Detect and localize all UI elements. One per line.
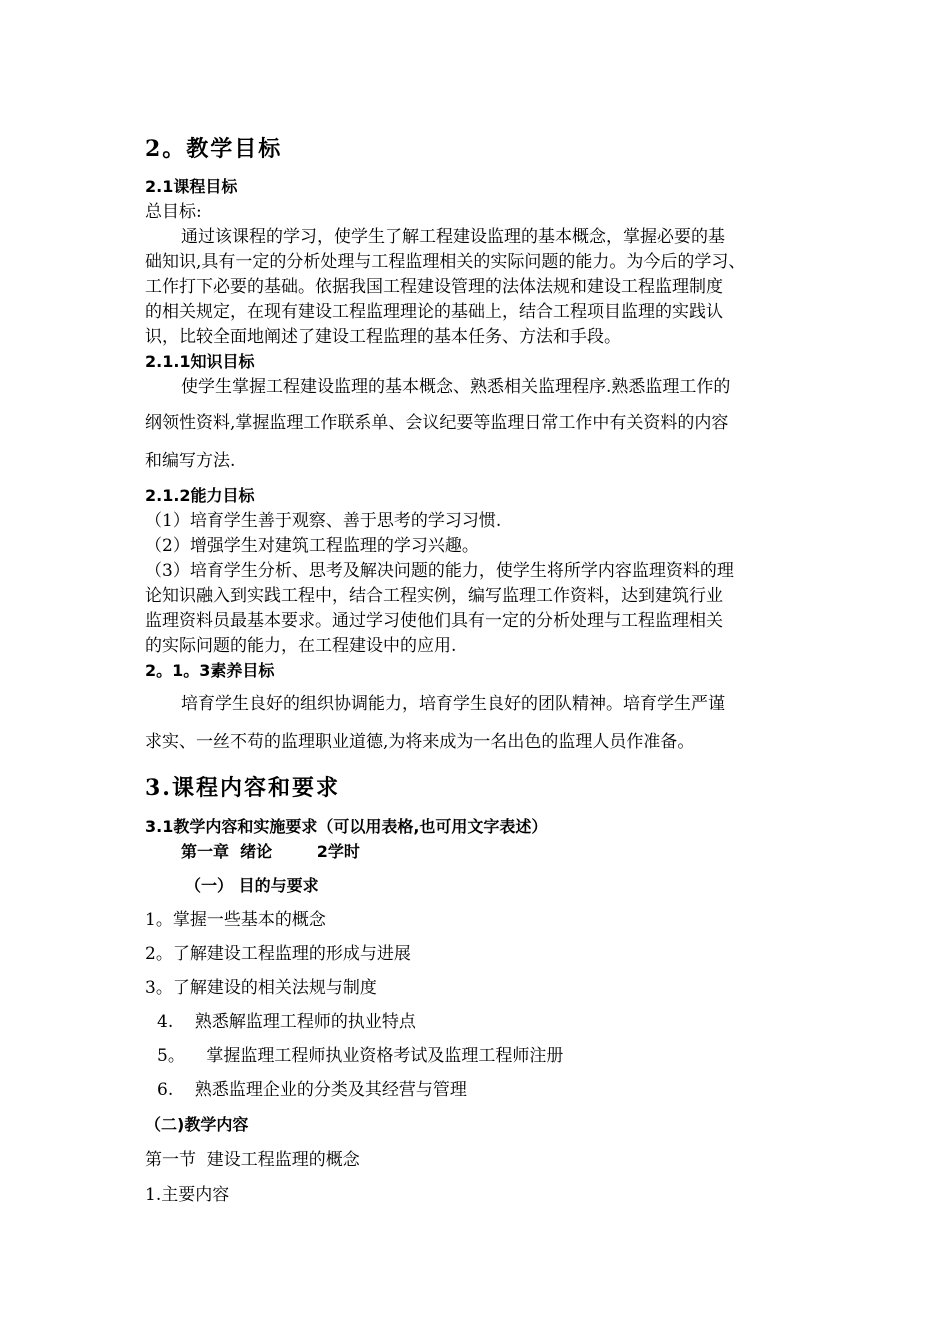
ability-objective-line: （3）培育学生分析、思考及解决问题的能力，使学生将所学内容监理资料的理 — [145, 561, 734, 581]
teaching-content-subheading: （二)教学内容 — [145, 1115, 249, 1134]
purpose-item: 2。了解建设工程监理的形成与进展 — [145, 944, 411, 964]
quality-objective-heading: 2。1。3素养目标 — [145, 661, 275, 680]
total-objective-line: 的相关规定，在现有建设工程监理理论的基础上，结合工程项目监理的实践认 — [145, 302, 723, 322]
purpose-item: 1。掌握一些基本的概念 — [145, 910, 326, 930]
knowledge-objective-line: 和编写方法. — [145, 451, 236, 471]
section-3-heading: 3.课程内容和要求 — [145, 775, 340, 801]
quality-objective-line: 培育学生良好的组织协调能力，培育学生良好的团队精神。培育学生严谨 — [181, 694, 725, 714]
knowledge-objective-line: 使学生掌握工程建设监理的基本概念、熟悉相关监理程序.熟悉监理工作的 — [181, 377, 731, 397]
purpose-item: 3。了解建设的相关法规与制度 — [145, 978, 377, 998]
total-objective-label: 总目标: — [145, 202, 202, 222]
ability-objective-line: 监理资料员最基本要求。通过学习使他们具有一定的分析处理与工程监理相关 — [145, 611, 723, 631]
total-objective-line: 识，比较全面地阐述了建设工程监理的基本任务、方法和手段。 — [145, 327, 621, 347]
section-one-title: 第一节 建设工程监理的概念 — [145, 1150, 360, 1170]
quality-objective-line: 求实、一丝不苟的监理职业道德,为将来成为一名出色的监理人员作准备。 — [145, 732, 695, 752]
chapter-one-heading: 第一章 绪论 2学时 — [181, 842, 360, 861]
course-objectives-heading: 2.1课程目标 — [145, 177, 238, 196]
ability-objective-line: 论知识融入到实践工程中，结合工程实例，编写监理工作资料，达到建筑行业 — [145, 586, 723, 606]
ability-objective-line: （2）增强学生对建筑工程监理的学习兴趣。 — [145, 536, 479, 556]
section-2-heading: 2。教学目标 — [145, 136, 283, 162]
purpose-item: 5。 掌握监理工程师执业资格考试及监理工程师注册 — [157, 1046, 564, 1066]
purpose-item: 4. 熟悉解监理工程师的执业特点 — [157, 1012, 416, 1032]
total-objective-line: 础知识,具有一定的分析处理与工程监理相关的实际问题的能力。为今后的学习、 — [145, 252, 746, 272]
main-content-label: 1.主要内容 — [145, 1185, 230, 1205]
ability-objective-heading: 2.1.2能力目标 — [145, 486, 255, 505]
purpose-item: 6. 熟悉监理企业的分类及其经营与管理 — [157, 1080, 467, 1100]
purpose-heading: （一） 目的与要求 — [185, 876, 319, 895]
knowledge-objective-line: 纲领性资料,掌握监理工作联系单、会议纪要等监理日常工作中有关资料的内容 — [145, 413, 729, 433]
knowledge-objective-heading: 2.1.1知识目标 — [145, 352, 255, 371]
total-objective-line: 通过该课程的学习，使学生了解工程建设监理的基本概念，掌握必要的基 — [181, 227, 725, 247]
ability-objective-line: （1）培育学生善于观察、善于思考的学习习惯. — [145, 511, 502, 531]
total-objective-line: 工作打下必要的基础。依据我国工程建设管理的法体法规和建设工程监理制度 — [145, 277, 723, 297]
ability-objective-line: 的实际问题的能力，在工程建设中的应用. — [145, 636, 457, 656]
teaching-content-heading: 3.1教学内容和实施要求（可以用表格,也可用文字表述） — [145, 817, 548, 836]
